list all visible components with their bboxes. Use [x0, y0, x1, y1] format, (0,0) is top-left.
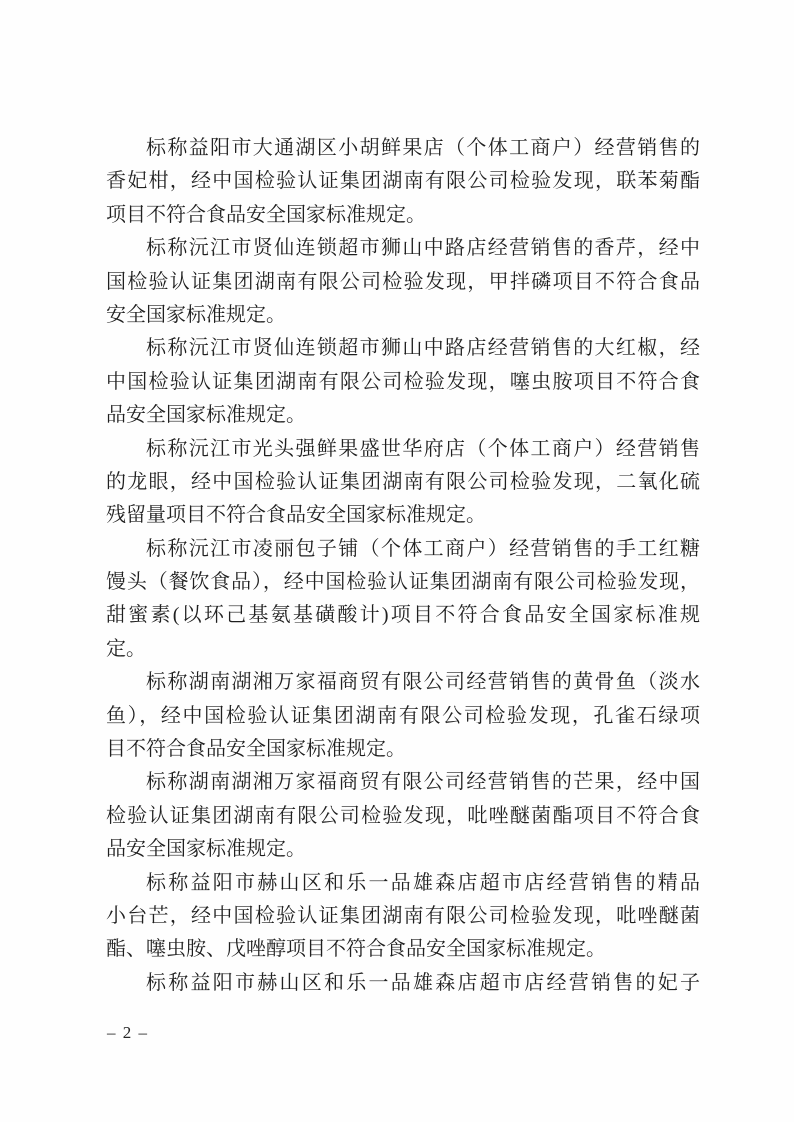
text-line: 鱼），经中国检验认证集团湖南有限公司检验发现，孔雀石绿项	[106, 704, 700, 727]
paragraph	[106, 766, 700, 866]
body-text	[106, 132, 700, 1000]
text-line: 标称湖南湖湘万家福商贸有限公司经营销售的芒果，经中国	[146, 771, 700, 794]
text-line: 检验认证集团湖南有限公司检验发现，吡唑醚菌酯项目不符合食	[106, 804, 700, 827]
text-line: 小台芒，经中国检验认证集团湖南有限公司检验发现，吡唑醚菌	[106, 904, 700, 927]
text-line: 项目不符合食品安全国家标准规定。	[106, 203, 426, 226]
text-line: 香妃柑，经中国检验认证集团湖南有限公司检验发现，联苯菊酯	[106, 170, 700, 193]
text-line: 标称沅江市贤仙连锁超市狮山中路店经营销售的香芹，经中	[146, 237, 700, 260]
paragraph	[106, 332, 700, 432]
text-line: 安全国家标准规定。	[106, 303, 286, 326]
text-line: 品安全国家标准规定。	[106, 838, 306, 861]
text-line: 标称沅江市贤仙连锁超市狮山中路店经营销售的大红椒，经	[146, 337, 700, 360]
page-number: – 2 –	[107, 1023, 149, 1042]
text-line: 中国检验认证集团湖南有限公司检验发现，噻虫胺项目不符合食	[106, 370, 700, 393]
paragraph	[106, 232, 700, 332]
text-line: 标称沅江市凌丽包子铺（个体工商户）经营销售的手工红糖	[146, 537, 700, 560]
text-line: 标称益阳市赫山区和乐一品雄森店超市店经营销售的精品	[146, 871, 700, 894]
text-line: 目不符合食品安全国家标准规定。	[106, 738, 406, 761]
text-line: 甜蜜素(以环己基氨基磺酸计)项目不符合食品安全国家标准规	[106, 604, 700, 627]
paragraph	[106, 533, 700, 667]
text-line: 残留量项目不符合食品安全国家标准规定。	[106, 504, 486, 527]
text-line: 标称益阳市大通湖区小胡鲜果店（个体工商户）经营销售的	[146, 137, 700, 159]
paragraph	[106, 867, 700, 967]
text-line: 酯、噻虫胺、戊唑醇项目不符合食品安全国家标准规定。	[106, 938, 606, 961]
text-line: 定。	[106, 637, 146, 660]
text-line: 的龙眼，经中国检验认证集团湖南有限公司检验发现，二氧化硫	[106, 470, 700, 493]
paragraph	[106, 433, 700, 533]
text-line: 品安全国家标准规定。	[106, 404, 306, 427]
paragraph	[106, 967, 700, 1000]
text-line: 标称湖南湖湘万家福商贸有限公司经营销售的黄骨鱼（淡水	[146, 671, 700, 694]
text-line: 馒头（餐饮食品），经中国检验认证集团湖南有限公司检验发现，	[106, 571, 700, 594]
paragraph	[106, 132, 700, 232]
text-line: 标称益阳市赫山区和乐一品雄森店超市店经营销售的妃子	[146, 971, 700, 994]
text-line: 国检验认证集团湖南有限公司检验发现，甲拌磷项目不符合食品	[106, 270, 700, 293]
paragraph	[106, 666, 700, 766]
text-line: 标称沅江市光头强鲜果盛世华府店（个体工商户）经营销售	[146, 437, 700, 460]
